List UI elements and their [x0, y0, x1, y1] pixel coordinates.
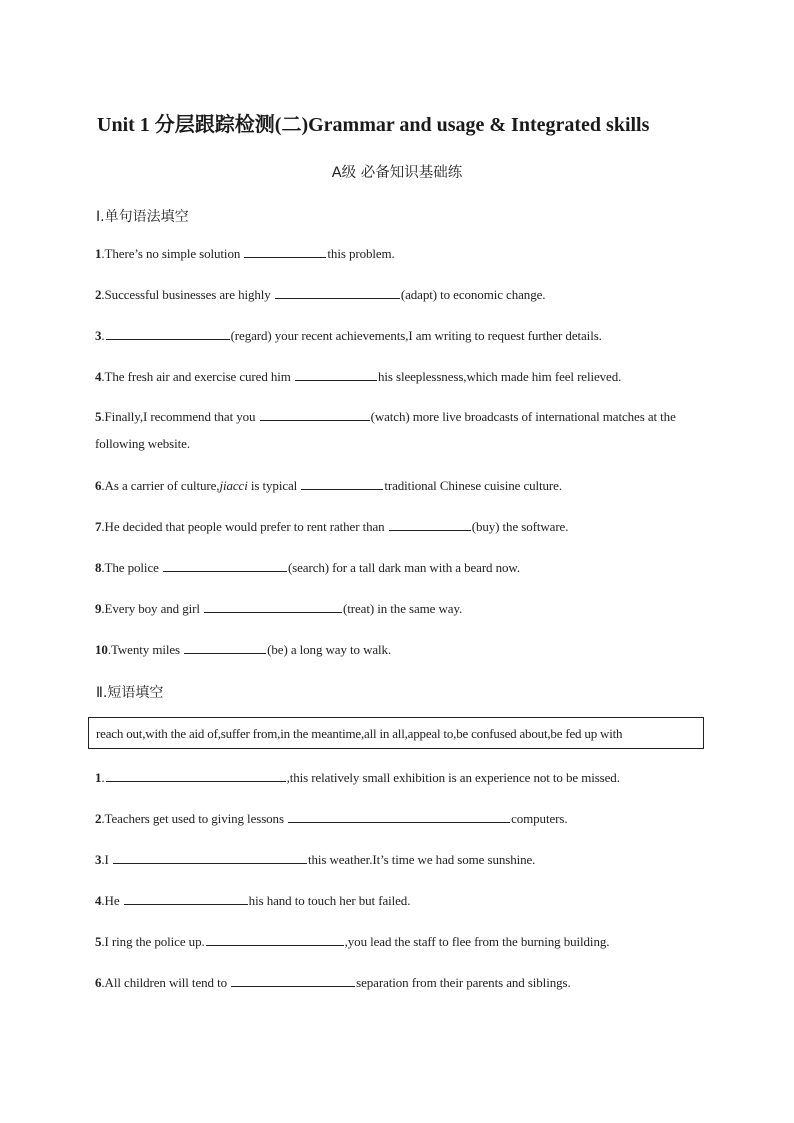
answer-blank[interactable]: [288, 810, 510, 823]
question-text: .: [101, 328, 105, 343]
question-text: computers.: [511, 811, 568, 826]
question-number: 3: [95, 328, 102, 343]
question-number: 7: [95, 519, 102, 534]
question-text: separation from their parents and siblings.: [356, 975, 571, 990]
question-number: 4: [95, 893, 102, 908]
answer-blank[interactable]: [389, 518, 471, 531]
answer-blank[interactable]: [244, 245, 326, 258]
section-2-heading: Ⅱ.短语填空: [96, 685, 164, 701]
word-bank-box: reach out,with the aid of,suffer from,in the meantime,all in all,appeal to,be confused about,be fed up with: [88, 717, 704, 749]
question-text: .Finally,I recommend that you: [101, 409, 259, 424]
page-title: Unit 1 分层跟踪检测(二)Grammar and usage & Integrated skills: [97, 114, 650, 136]
question-text: his hand to touch her but failed.: [248, 893, 411, 908]
answer-blank[interactable]: [231, 974, 355, 987]
question-text: .: [101, 770, 105, 785]
question-1-1: [95, 245, 395, 262]
question-number: 9: [95, 601, 102, 616]
answer-blank[interactable]: [106, 769, 286, 782]
question-text: .Teachers get used to giving lessons: [101, 811, 288, 826]
question-text: .I: [101, 852, 112, 867]
question-number: 6: [95, 478, 102, 493]
question-1-5: [95, 403, 695, 457]
question-text: is typical: [247, 478, 301, 493]
question-text: .He decided that people would prefer to rent rather than: [101, 519, 388, 534]
answer-blank[interactable]: [113, 851, 307, 864]
question-number: 2: [95, 287, 102, 302]
question-number: 6: [95, 975, 102, 990]
answer-blank[interactable]: [260, 408, 370, 421]
question-2-6: [95, 974, 571, 991]
question-number: 3: [95, 852, 102, 867]
question-text: (be) a long way to walk.: [267, 642, 392, 657]
question-1-7: [95, 518, 568, 535]
question-text: .All children will tend to: [101, 975, 231, 990]
question-1-10: [95, 641, 391, 658]
answer-blank[interactable]: [301, 477, 383, 490]
question-2-2: [95, 810, 567, 827]
question-text: his sleeplessness,which made him feel relieved.: [377, 369, 622, 384]
question-italic-word: jiacci: [219, 478, 248, 493]
question-text: .There’s no simple solution: [101, 246, 244, 261]
question-text: .Twenty miles: [107, 642, 184, 657]
question-text: (search) for a tall dark man with a beard now.: [287, 560, 521, 575]
answer-blank[interactable]: [163, 559, 287, 572]
question-1-3: [95, 327, 602, 344]
answer-blank[interactable]: [184, 641, 266, 654]
question-text: .Successful businesses are highly: [101, 287, 274, 302]
question-number: 2: [95, 811, 102, 826]
question-number: 10: [95, 642, 108, 657]
answer-blank[interactable]: [295, 368, 377, 381]
answer-blank[interactable]: [206, 933, 344, 946]
question-text: .The fresh air and exercise cured him: [101, 369, 294, 384]
answer-blank[interactable]: [124, 892, 248, 905]
answer-blank[interactable]: [275, 286, 400, 299]
question-text: (buy) the software.: [471, 519, 569, 534]
question-text: .Every boy and girl: [101, 601, 204, 616]
level-heading: A级 必备知识基础练: [331, 165, 463, 181]
question-text: this problem.: [327, 246, 395, 261]
question-2-4: [95, 892, 410, 909]
answer-blank[interactable]: [204, 600, 342, 613]
question-number: 1: [95, 246, 102, 261]
question-number: 1: [95, 770, 102, 785]
question-text: ,you lead the staff to flee from the burning building.: [344, 934, 610, 949]
question-2-5: [95, 933, 609, 950]
question-1-2: [95, 286, 545, 303]
question-2-1: [95, 769, 620, 786]
question-number: 5: [95, 409, 102, 424]
question-2-3: [95, 851, 535, 868]
question-1-8: [95, 559, 520, 576]
question-text: .I ring the police up.: [101, 934, 205, 949]
question-text: (treat) in the same way.: [343, 601, 463, 616]
answer-blank[interactable]: [106, 327, 230, 340]
question-1-6: [95, 477, 562, 494]
question-text: .He: [101, 893, 123, 908]
question-text: ,this relatively small exhibition is an experience not to be missed.: [286, 770, 620, 785]
question-text: (watch) more live broadcasts of international matches at the following website.: [95, 409, 676, 451]
question-1-9: [95, 600, 462, 617]
question-text: traditional Chinese cuisine culture.: [384, 478, 562, 493]
section-1-heading: Ⅰ.单句语法填空: [96, 209, 189, 225]
question-text: .As a carrier of culture,: [101, 478, 220, 493]
question-number: 4: [95, 369, 102, 384]
question-text: this weather.It’s time we had some sunshine.: [307, 852, 536, 867]
question-text: (adapt) to economic change.: [400, 287, 546, 302]
question-1-4: [95, 368, 621, 385]
question-text: .The police: [101, 560, 162, 575]
question-number: 5: [95, 934, 102, 949]
question-text: (regard) your recent achievements,I am writing to request further details.: [230, 328, 602, 343]
question-number: 8: [95, 560, 102, 575]
